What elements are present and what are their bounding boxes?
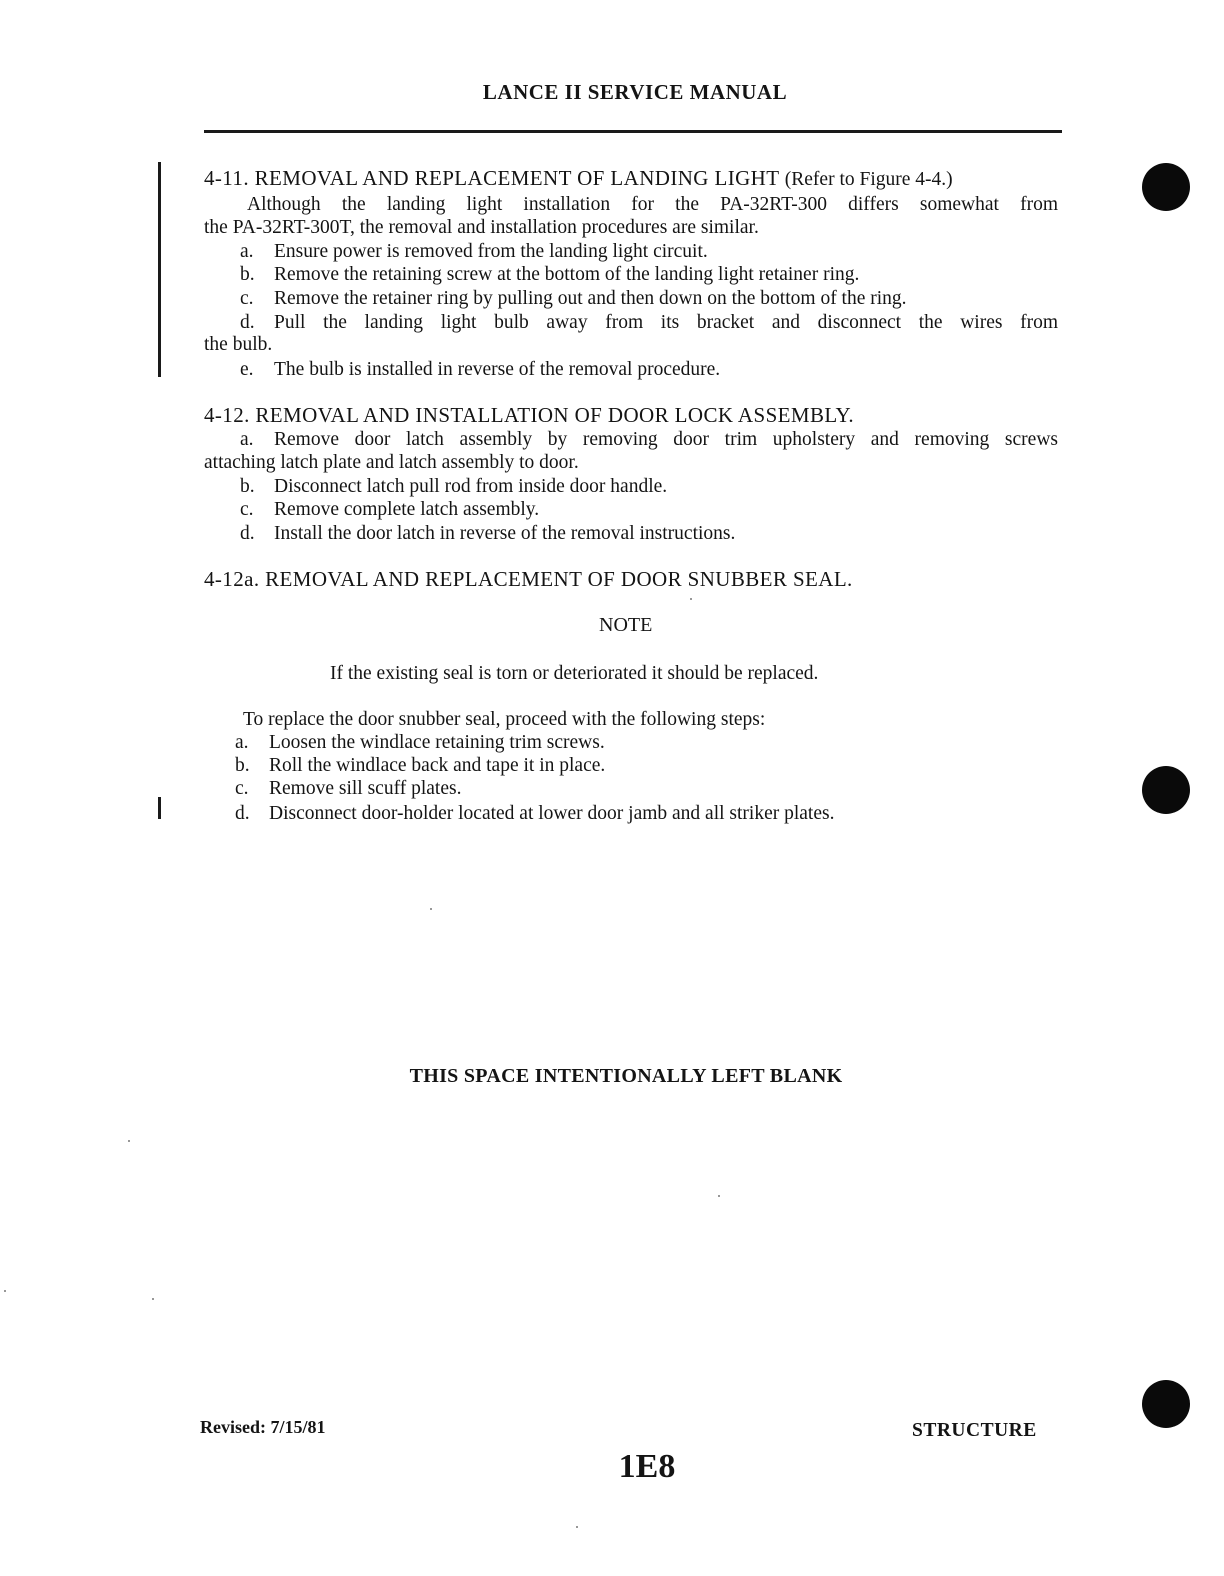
list-item-text: Roll the windlace back and tape it in place. (269, 755, 606, 776)
list-item-label: d. (240, 523, 255, 544)
page-header-title: LANCE II SERVICE MANUAL (482, 80, 788, 104)
list-item-text: Install the door latch in reverse of the removal instructions. (274, 523, 736, 544)
list-item-label: c. (240, 499, 254, 520)
scan-speck (430, 908, 432, 910)
list-item (235, 777, 461, 800)
list-item-text: Disconnect door-holder located at lower door jamb and all striker plates. (269, 803, 835, 824)
note-title: NOTE (599, 614, 653, 636)
list-item-text: Disconnect latch pull rod from inside door handle. (274, 476, 668, 497)
list-item-text: Remove complete latch assembly. (274, 499, 540, 520)
list-item-label: c. (235, 778, 249, 799)
list-item-label: b. (235, 755, 250, 776)
intentionally-blank-notice: THIS SPACE INTENTIONALLY LEFT BLANK (409, 1065, 843, 1087)
section-heading-4-12a: 4-12a. REMOVAL AND REPLACEMENT OF DOOR SNUBBER SEAL. (204, 567, 853, 591)
figure-reference: (Refer to Figure 4-4.) (784, 169, 953, 190)
list-item (235, 802, 834, 825)
list-item-label: a. (240, 241, 254, 262)
scan-speck (4, 1290, 6, 1292)
list-item-label: d. (235, 803, 250, 824)
footer-revision-date: Revised: 7/15/81 (200, 1417, 326, 1437)
header-divider (204, 130, 1062, 133)
list-item (240, 287, 907, 310)
revision-change-bar (158, 162, 161, 377)
binder-hole (1142, 766, 1190, 814)
list-item-text: Loosen the windlace retaining trim screws. (269, 732, 605, 753)
list-item-text: Ensure power is removed from the landing light circuit. (274, 241, 708, 262)
list-item-label: c. (240, 288, 254, 309)
paragraph-line: the PA-32RT-300T, the removal and installation procedures are similar. (204, 217, 759, 238)
scan-speck (128, 1140, 130, 1142)
list-item-text: The bulb is installed in reverse of the removal procedure. (274, 359, 721, 380)
scan-speck (690, 598, 692, 600)
list-item-text: Remove sill scuff plates. (269, 778, 462, 799)
list-item-text: Remove the retaining screw at the bottom of the landing light retainer ring. (274, 264, 860, 285)
section-heading-4-11 (204, 167, 953, 191)
list-item-text: Remove door latch assembly by removing door trim upholstery and removing screws (274, 429, 1058, 450)
revision-change-bar (158, 797, 161, 819)
scan-speck (576, 1526, 578, 1528)
list-item-label: a. (240, 429, 254, 450)
list-item-label: d. (240, 312, 255, 333)
list-item-label: b. (240, 264, 255, 285)
paragraph-line: To replace the door snubber seal, proceed with the following steps: (243, 709, 766, 730)
list-item-continuation: attaching latch plate and latch assembly to door. (204, 452, 579, 473)
scan-speck (718, 1195, 720, 1197)
list-item (235, 754, 605, 777)
list-item-label: e. (240, 359, 254, 380)
list-item (240, 263, 859, 286)
list-item-label: a. (235, 732, 249, 753)
section-heading-text: 4-11. REMOVAL AND REPLACEMENT OF LANDING LIGHT (204, 166, 780, 190)
binder-hole (1142, 1380, 1190, 1428)
list-item-text: Remove the retainer ring by pulling out and then down on the bottom of the ring. (274, 288, 907, 309)
section-heading-4-12: 4-12. REMOVAL AND INSTALLATION OF DOOR LOCK ASSEMBLY. (204, 403, 854, 427)
list-item (240, 428, 1058, 451)
list-item (240, 311, 1058, 334)
list-item (240, 358, 720, 381)
list-item-continuation: the bulb. (204, 334, 273, 355)
list-item-label: b. (240, 476, 255, 497)
list-item (240, 475, 667, 498)
list-item (240, 498, 539, 521)
binder-hole (1142, 163, 1190, 211)
footer-section-name: STRUCTURE (912, 1420, 1037, 1441)
note-text: If the existing seal is torn or deteriorated it should be replaced. (330, 663, 819, 684)
list-item (240, 522, 735, 545)
list-item-text: Pull the landing light bulb away from its bracket and disconnect the wires from (274, 312, 1058, 333)
list-item (235, 731, 605, 754)
list-item (240, 240, 708, 263)
scan-speck (152, 1298, 154, 1300)
page-number: 1E8 (618, 1448, 676, 1485)
paragraph-line: Although the landing light installation for the PA-32RT-300 differs somewhat from (247, 194, 1058, 215)
